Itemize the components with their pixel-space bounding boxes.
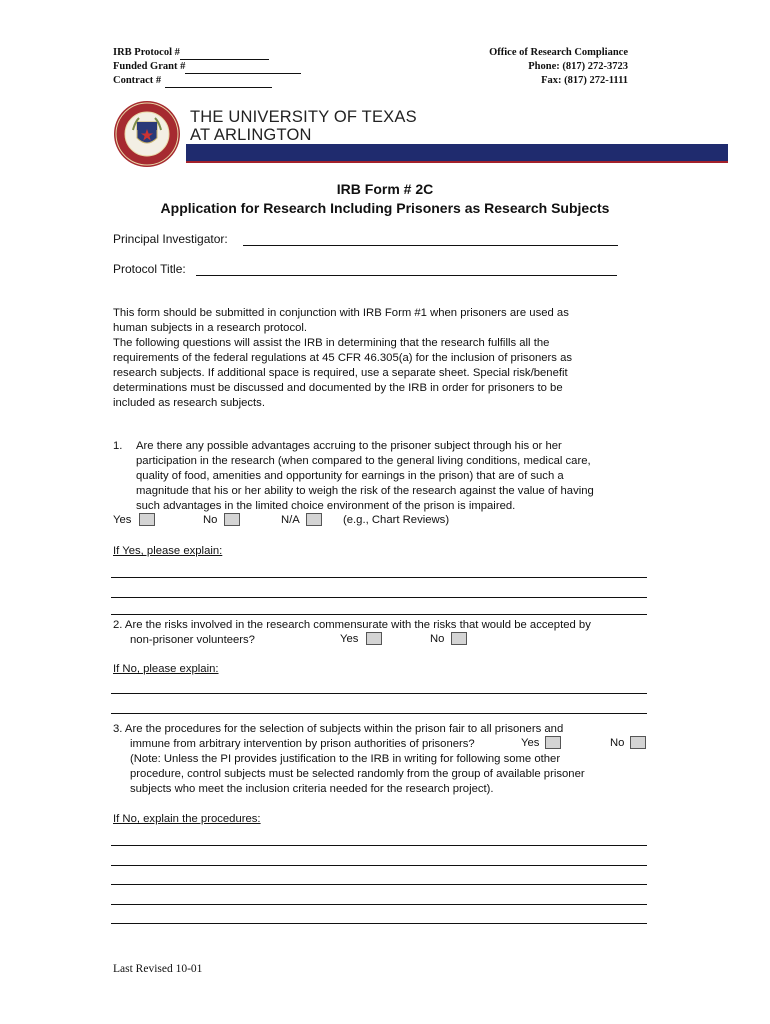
q2-yes-checkbox[interactable]: [366, 632, 382, 645]
q1-line: magnitude that his or her ability to weigh the risk of the research against the value of having: [136, 485, 594, 497]
last-revised: Last Revised 10-01: [113, 963, 203, 975]
q1-text: [136, 439, 656, 514]
q3-note-line: subjects who meet the inclusion criteria needed for the research project).: [130, 783, 494, 795]
q2-text-line1: 2. Are the risks involved in the research commensurate with the risks that would be accepted by: [113, 619, 591, 631]
office-contact: [450, 46, 628, 88]
header-reference-fields: [113, 46, 301, 88]
intro-line: The following questions will assist the IRB in determining that the research fulfills all the: [113, 337, 550, 349]
q1-line: participation in the research (when compared to the general living conditions, medical care,: [136, 455, 591, 467]
funded-grant-label: Funded Grant #: [113, 61, 186, 72]
university-seal-icon: [113, 100, 181, 168]
q1-no-label: No: [203, 514, 218, 526]
q2-explain-label: If No, please explain:: [113, 663, 219, 675]
q1-yes-checkbox[interactable]: [139, 513, 155, 526]
q1-na-checkbox[interactable]: [306, 513, 322, 526]
q2-no-label: No: [430, 633, 445, 645]
q2-no-checkbox[interactable]: [451, 632, 467, 645]
university-name-line1: THE UNIVERSITY OF TEXAS: [190, 108, 417, 126]
principal-investigator-field[interactable]: [243, 245, 618, 246]
header-blue-bar: [186, 144, 728, 161]
intro-paragraph: [113, 306, 638, 411]
q1-explain-label: If Yes, please explain:: [113, 545, 223, 557]
protocol-title-field[interactable]: [196, 275, 617, 276]
intro-line: human subjects in a research protocol.: [113, 322, 308, 334]
q3-note: [130, 752, 650, 797]
contract-field[interactable]: [165, 76, 272, 88]
q3-note-line: (Note: Unless the PI provides justification to the IRB in writing for following some other: [130, 753, 561, 765]
office-fax: Fax: (817) 272-1111: [541, 75, 628, 86]
intro-line: research subjects. If additional space is required, use a separate sheet. Special risk/benefit: [113, 367, 568, 379]
q2-yes-label: Yes: [340, 633, 359, 645]
principal-investigator-label: Principal Investigator:: [113, 232, 228, 246]
q3-no-checkbox[interactable]: [630, 736, 646, 749]
irb-protocol-field[interactable]: [180, 48, 269, 60]
funded-grant-field[interactable]: [185, 62, 301, 74]
q2-text-line2: non-prisoner volunteers?: [130, 634, 255, 646]
q2-answer-line[interactable]: [111, 713, 647, 714]
q3-answer-line[interactable]: [111, 904, 647, 905]
q3-answer-line[interactable]: [111, 884, 647, 885]
intro-line: determinations must be discussed and documented by the IRB in order for prisoners to be: [113, 382, 563, 394]
q1-answer-line[interactable]: [111, 577, 647, 578]
office-name: Office of Research Compliance: [489, 47, 628, 58]
q1-line: such advantages in the limited choice environment of the prison is impaired.: [136, 500, 516, 512]
q1-line: Are there any possible advantages accruing to the prisoner subject through his or her: [136, 440, 562, 452]
header-red-bar: [186, 161, 728, 163]
form-title: IRB Form # 2C: [336, 181, 434, 197]
q3-answer-line[interactable]: [111, 845, 647, 846]
office-phone: Phone: (817) 272-3723: [528, 61, 628, 72]
q3-yes-checkbox[interactable]: [545, 736, 561, 749]
intro-line: This form should be submitted in conjunction with IRB Form #1 when prisoners are used as: [113, 307, 569, 319]
university-name: [190, 108, 417, 144]
q3-explain-label: If No, explain the procedures:: [113, 813, 261, 825]
contract-label: Contract #: [113, 75, 162, 86]
q1-no-checkbox[interactable]: [224, 513, 240, 526]
intro-line: requirements of the federal regulations at 45 CFR 46.305(a) for the inclusion of prisoners as: [113, 352, 573, 364]
q1-number: 1.: [113, 440, 123, 452]
q3-text-line2: immune from arbitrary intervention by prison authorities of prisoners?: [130, 738, 475, 750]
q1-line: quality of food, amenities and opportunity for earnings in the prison) that are of such a: [136, 470, 564, 482]
intro-line: included as research subjects.: [113, 397, 265, 409]
q1-na-label: N/A: [281, 514, 300, 526]
q1-answer-line[interactable]: [111, 597, 647, 598]
q3-answer-line[interactable]: [111, 865, 647, 866]
irb-protocol-label: IRB Protocol #: [113, 47, 180, 58]
q3-note-line: procedure, control subjects must be selected randomly from the group of available prisoner: [130, 768, 585, 780]
q1-na-note: (e.g., Chart Reviews): [343, 514, 450, 526]
q3-no-label: No: [610, 737, 625, 749]
university-name-line2: AT ARLINGTON: [190, 126, 312, 144]
q1-yes-label: Yes: [113, 514, 132, 526]
q2-answer-line[interactable]: [111, 693, 647, 694]
protocol-title-label: Protocol Title:: [113, 262, 186, 276]
q3-answer-line[interactable]: [111, 923, 647, 924]
q3-text-line1: 3. Are the procedures for the selection of subjects within the prison fair to all prisoners and: [113, 723, 564, 735]
form-subtitle: Application for Research Including Prisoners as Research Subjects: [160, 200, 610, 216]
q1-answer-line[interactable]: [111, 614, 647, 615]
q3-yes-label: Yes: [521, 737, 540, 749]
